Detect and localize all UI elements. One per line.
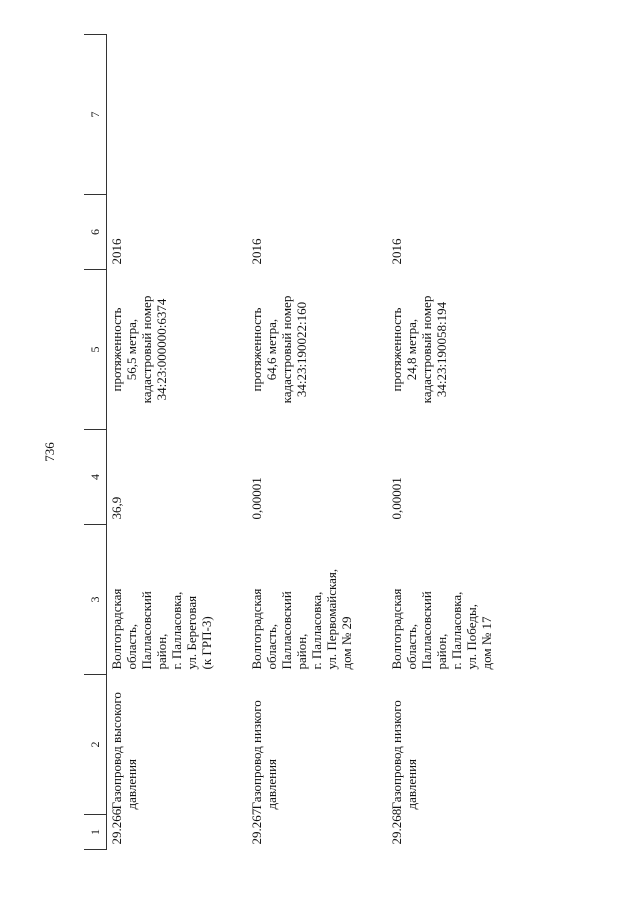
object-address-line: г. Палласовка,: [309, 591, 324, 670]
object-address-line: Палласовский: [139, 591, 154, 670]
object-address-line: (к ГРП-3): [199, 616, 214, 670]
object-description: [107, 270, 248, 430]
object-address-line: Палласовский: [419, 591, 434, 670]
table-row: [107, 35, 248, 850]
object-address: [387, 525, 527, 675]
header-col-4: 4: [84, 430, 107, 525]
object-name: [247, 675, 387, 815]
object-name-line: давления: [124, 758, 139, 810]
object-address: [107, 525, 248, 675]
object-description-line: протяженность: [109, 307, 124, 392]
header-row: [84, 35, 107, 850]
object-address-line: ул. Береговая: [184, 595, 199, 670]
header-col-2: 2: [84, 675, 107, 815]
header-col-1: 1: [84, 815, 107, 850]
object-description-line: 34:23:190022:160: [294, 301, 309, 398]
object-name-line: давления: [404, 758, 419, 810]
object-description-line: 56,5 метра,: [124, 318, 139, 381]
object-value: 0,00001: [249, 477, 264, 520]
object-year: 2016: [249, 238, 264, 265]
table-body: [107, 35, 528, 850]
property-table: [84, 34, 527, 850]
object-extra: [247, 35, 387, 195]
object-address-line: ул. Победы,: [464, 604, 479, 670]
object-description-line: 34:23:190058:194: [434, 301, 449, 398]
object-address-line: район,: [294, 633, 309, 670]
object-description-line: кадастровый номер: [139, 295, 154, 404]
object-description: [387, 270, 527, 430]
object-value: 0,00001: [389, 477, 404, 520]
object-address-line: Волгоградская: [249, 588, 264, 670]
row-number: 29.267: [249, 808, 264, 845]
header-col-3: 3: [84, 525, 107, 675]
object-description-line: протяженность: [249, 307, 264, 392]
object-name: [387, 675, 527, 815]
object-description-line: 24,8 метра,: [404, 318, 419, 381]
object-address: [247, 525, 387, 675]
object-name: [107, 675, 248, 815]
header-col-5: 5: [84, 270, 107, 430]
object-address-line: г. Палласовка,: [449, 591, 464, 670]
object-year: 2016: [109, 238, 124, 265]
object-address-line: Волгоградская: [389, 588, 404, 670]
header-col-6: 6: [84, 195, 107, 270]
object-year: 2016: [389, 238, 404, 265]
row-number: 29.266: [109, 808, 124, 845]
object-address-line: ул. Первомайская,: [324, 568, 339, 670]
table-row: [387, 35, 527, 850]
object-address-line: дом № 29: [339, 616, 354, 670]
object-address-line: район,: [434, 633, 449, 670]
page-number: 736: [42, 442, 57, 462]
object-description-line: протяженность: [389, 307, 404, 392]
object-address-line: область,: [404, 623, 419, 670]
rotated-table-container: [84, 35, 594, 850]
object-extra: [387, 35, 527, 195]
object-address-line: Палласовский: [279, 591, 294, 670]
header-col-7: 7: [84, 35, 107, 195]
object-address-line: район,: [154, 633, 169, 670]
object-description: [247, 270, 387, 430]
object-description-line: 64,6 метра,: [264, 318, 279, 381]
object-name-line: давления: [264, 758, 279, 810]
object-description-line: кадастровый номер: [419, 295, 434, 404]
object-address-line: дом № 17: [479, 616, 494, 670]
object-extra: [107, 35, 248, 195]
object-name-line: Газопровод высокого: [109, 692, 124, 810]
object-name-line: Газопровод низкого: [389, 700, 404, 810]
object-name-line: Газопровод низкого: [249, 700, 264, 810]
object-address-line: Волгоградская: [109, 588, 124, 670]
object-description-line: кадастровый номер: [279, 295, 294, 404]
object-description-line: 34:23:000000:6374: [154, 298, 169, 401]
object-address-line: область,: [264, 623, 279, 670]
row-number: 29.268: [389, 808, 404, 845]
object-address-line: г. Палласовка,: [169, 591, 184, 670]
object-address-line: область,: [124, 623, 139, 670]
object-value: 36,9: [109, 496, 124, 520]
table-row: [247, 35, 387, 850]
